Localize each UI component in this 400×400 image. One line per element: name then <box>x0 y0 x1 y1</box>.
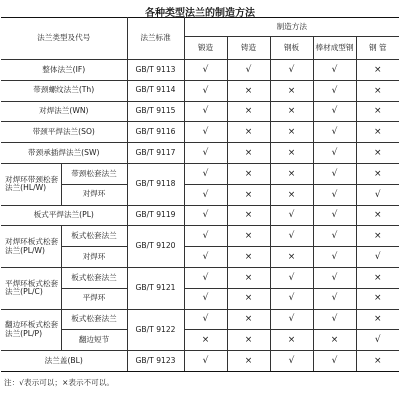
standard-cell: GB/T 9122 <box>127 309 184 351</box>
cross-mark-icon: × <box>356 205 399 226</box>
cross-mark-icon: × <box>227 205 270 226</box>
check-mark-icon: √ <box>313 226 356 247</box>
flange-type-cell: 翻边环板式松套法兰(PL/P) <box>1 309 61 351</box>
check-mark-icon: √ <box>313 309 356 330</box>
header-method-group: 制造方法 <box>184 18 399 37</box>
check-mark-icon: √ <box>313 288 356 309</box>
table-row <box>1 351 399 372</box>
check-mark-icon: √ <box>270 288 313 309</box>
table-row <box>1 60 399 81</box>
header-method-casting: 铸造 <box>227 37 270 60</box>
header-method-bar: 棒材成型钢 <box>313 37 356 60</box>
cross-mark-icon: × <box>356 163 399 184</box>
check-mark-icon: √ <box>184 267 227 288</box>
check-mark-icon: √ <box>184 163 227 184</box>
cross-mark-icon: × <box>356 226 399 247</box>
check-mark-icon: √ <box>184 122 227 143</box>
check-mark-icon: √ <box>184 60 227 81</box>
standard-cell: GB/T 9123 <box>127 351 184 372</box>
check-mark-icon: √ <box>184 101 227 122</box>
check-mark-icon: √ <box>313 60 356 81</box>
check-mark-icon: √ <box>356 247 399 268</box>
table-row <box>1 330 399 351</box>
table-row <box>1 101 399 122</box>
check-mark-icon: √ <box>184 80 227 101</box>
flange-subtype-cell: 板式松套法兰 <box>61 226 127 247</box>
flange-subtype-cell: 板式松套法兰 <box>61 309 127 330</box>
check-mark-icon: √ <box>313 80 356 101</box>
table-row <box>1 205 399 226</box>
check-mark-icon: √ <box>184 309 227 330</box>
cross-mark-icon: × <box>270 184 313 205</box>
flange-subtype-cell: 对焊环 <box>61 247 127 268</box>
cross-mark-icon: × <box>227 163 270 184</box>
standard-cell: GB/T 9113 <box>127 60 184 81</box>
check-mark-icon: √ <box>270 351 313 372</box>
cross-mark-icon: × <box>270 247 313 268</box>
table-row <box>1 80 399 101</box>
header-standard: 法兰标准 <box>127 18 184 60</box>
cross-mark-icon: × <box>270 101 313 122</box>
header-method-plate: 钢板 <box>270 37 313 60</box>
standard-cell: GB/T 9118 <box>127 163 184 205</box>
table-row <box>1 226 399 247</box>
flange-type-cell: 法兰盖(BL) <box>1 351 127 372</box>
flange-type-cell: 带颈平焊法兰(SO) <box>1 122 127 143</box>
cross-mark-icon: × <box>270 163 313 184</box>
cross-mark-icon: × <box>356 60 399 81</box>
cross-mark-icon: × <box>270 80 313 101</box>
cross-mark-icon: × <box>227 226 270 247</box>
cross-mark-icon: × <box>356 288 399 309</box>
table-row <box>1 143 399 164</box>
flange-type-cell: 板式平焊法兰(PL) <box>1 205 127 226</box>
check-mark-icon: √ <box>270 267 313 288</box>
cross-mark-icon: × <box>227 288 270 309</box>
cross-mark-icon: × <box>356 101 399 122</box>
cross-mark-icon: × <box>356 309 399 330</box>
cross-mark-icon: × <box>356 122 399 143</box>
flange-subtype-cell: 板式松套法兰 <box>61 267 127 288</box>
check-mark-icon: √ <box>313 101 356 122</box>
check-mark-icon: √ <box>313 205 356 226</box>
flange-subtype-cell: 带颈松套法兰 <box>61 163 127 184</box>
check-mark-icon: √ <box>184 288 227 309</box>
table-row <box>1 184 399 205</box>
cross-mark-icon: × <box>227 330 270 351</box>
cross-mark-icon: × <box>270 122 313 143</box>
cross-mark-icon: × <box>227 143 270 164</box>
check-mark-icon: √ <box>313 351 356 372</box>
table-row <box>1 163 399 184</box>
table-note: 注：√表示可以；×表示不可以。 <box>4 378 114 387</box>
standard-cell: GB/T 9121 <box>127 267 184 309</box>
cross-mark-icon: × <box>227 351 270 372</box>
check-mark-icon: √ <box>313 267 356 288</box>
check-mark-icon: √ <box>313 163 356 184</box>
flange-type-cell: 对焊环带颈松套法兰(HL/W) <box>1 163 61 205</box>
check-mark-icon: √ <box>356 330 399 351</box>
cross-mark-icon: × <box>270 330 313 351</box>
flange-type-cell: 带颈螺纹法兰(Th) <box>1 80 127 101</box>
cross-mark-icon: × <box>270 143 313 164</box>
cross-mark-icon: × <box>227 309 270 330</box>
standard-cell: GB/T 9116 <box>127 122 184 143</box>
standard-cell: GB/T 9115 <box>127 101 184 122</box>
standard-cell: GB/T 9119 <box>127 205 184 226</box>
check-mark-icon: √ <box>184 226 227 247</box>
cross-mark-icon: × <box>227 80 270 101</box>
check-mark-icon: √ <box>184 184 227 205</box>
table-row <box>1 247 399 268</box>
cross-mark-icon: × <box>356 351 399 372</box>
cross-mark-icon: × <box>184 330 227 351</box>
cross-mark-icon: × <box>227 267 270 288</box>
flange-type-cell: 带颈承插焊法兰(SW) <box>1 143 127 164</box>
header-method-forging: 锻造 <box>184 37 227 60</box>
flange-subtype-cell: 平焊环 <box>61 288 127 309</box>
check-mark-icon: √ <box>270 60 313 81</box>
flange-type-cell: 整体法兰(IF) <box>1 60 127 81</box>
table-title: 各种类型法兰的制造方法 <box>145 8 255 19</box>
check-mark-icon: √ <box>270 205 313 226</box>
check-mark-icon: √ <box>313 143 356 164</box>
check-mark-icon: √ <box>184 143 227 164</box>
cross-mark-icon: × <box>227 122 270 143</box>
check-mark-icon: √ <box>313 122 356 143</box>
header-type: 法兰类型及代号 <box>1 18 127 60</box>
flange-methods-table <box>1 17 399 372</box>
cross-mark-icon: × <box>227 101 270 122</box>
header-method-pipe: 钢 管 <box>356 37 399 60</box>
cross-mark-icon: × <box>227 184 270 205</box>
check-mark-icon: √ <box>356 184 399 205</box>
standard-cell: GB/T 9117 <box>127 143 184 164</box>
check-mark-icon: √ <box>270 309 313 330</box>
cross-mark-icon: × <box>227 247 270 268</box>
flange-subtype-cell: 对焊环 <box>61 184 127 205</box>
check-mark-icon: √ <box>184 351 227 372</box>
check-mark-icon: √ <box>184 247 227 268</box>
standard-cell: GB/T 9114 <box>127 80 184 101</box>
table-row <box>1 309 399 330</box>
cross-mark-icon: × <box>356 143 399 164</box>
cross-mark-icon: × <box>313 330 356 351</box>
flange-type-cell: 对焊法兰(WN) <box>1 101 127 122</box>
cross-mark-icon: × <box>356 267 399 288</box>
cross-mark-icon: × <box>356 80 399 101</box>
table-row <box>1 288 399 309</box>
flange-subtype-cell: 翻边短节 <box>61 330 127 351</box>
check-mark-icon: √ <box>227 60 270 81</box>
check-mark-icon: √ <box>270 226 313 247</box>
standard-cell: GB/T 9120 <box>127 226 184 268</box>
table-row <box>1 122 399 143</box>
table-row <box>1 267 399 288</box>
check-mark-icon: √ <box>184 205 227 226</box>
check-mark-icon: √ <box>313 184 356 205</box>
flange-type-cell: 平焊环板式松套法兰(PL/C) <box>1 267 61 309</box>
flange-type-cell: 对焊环板式松套法兰(PL/W) <box>1 226 61 268</box>
check-mark-icon: √ <box>313 247 356 268</box>
